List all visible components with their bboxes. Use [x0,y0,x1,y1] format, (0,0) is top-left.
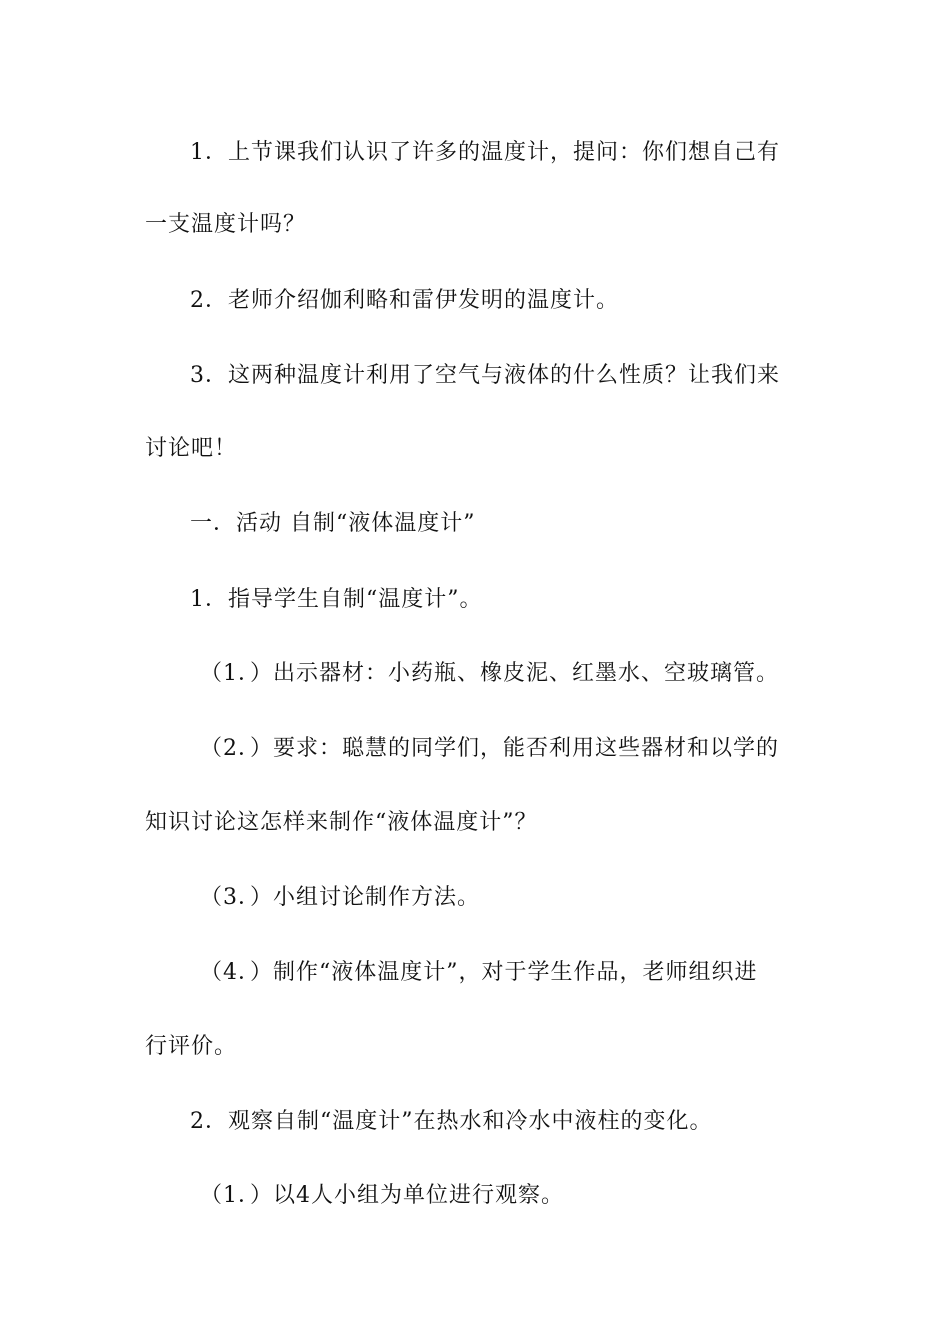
paragraph-1-line-1: 1．上节课我们认识了许多的温度计，提问：你们想自己有 [190,140,780,165]
section-heading: 一．活动 自制“液体温度计” [190,511,476,536]
section-item-1-sub-1: （1．）出示器材：小药瓶、橡皮泥、红墨水、空玻璃管。 [200,661,779,686]
section-item-1-sub-4-line-2: 行评价。 [145,1034,238,1059]
section-item-1: 1．指导学生自制“温度计”。 [190,587,483,612]
section-item-2-sub-1: （1．）以4人小组为单位进行观察。 [200,1183,564,1208]
section-item-1-sub-2-line-1: （2．）要求：聪慧的同学们，能否利用这些器材和以学的 [200,736,779,761]
section-item-1-sub-3: （3．）小组讨论制作方法。 [200,885,480,910]
section-item-1-sub-4-line-1: （4．）制作“液体温度计”，对于学生作品，老师组织进 [200,960,758,985]
section-item-1-sub-2-line-2: 知识讨论这怎样来制作“液体温度计”？ [145,810,538,835]
paragraph-3-line-1: 3．这两种温度计利用了空气与液体的什么性质？让我们来 [190,363,780,388]
paragraph-1-line-2: 一支温度计吗？ [145,212,307,237]
paragraph-2: 2．老师介绍伽利略和雷伊发明的温度计。 [190,288,619,313]
section-item-2: 2．观察自制“温度计”在热水和冷水中液柱的变化。 [190,1109,713,1134]
paragraph-3-line-2: 讨论吧！ [145,436,238,461]
